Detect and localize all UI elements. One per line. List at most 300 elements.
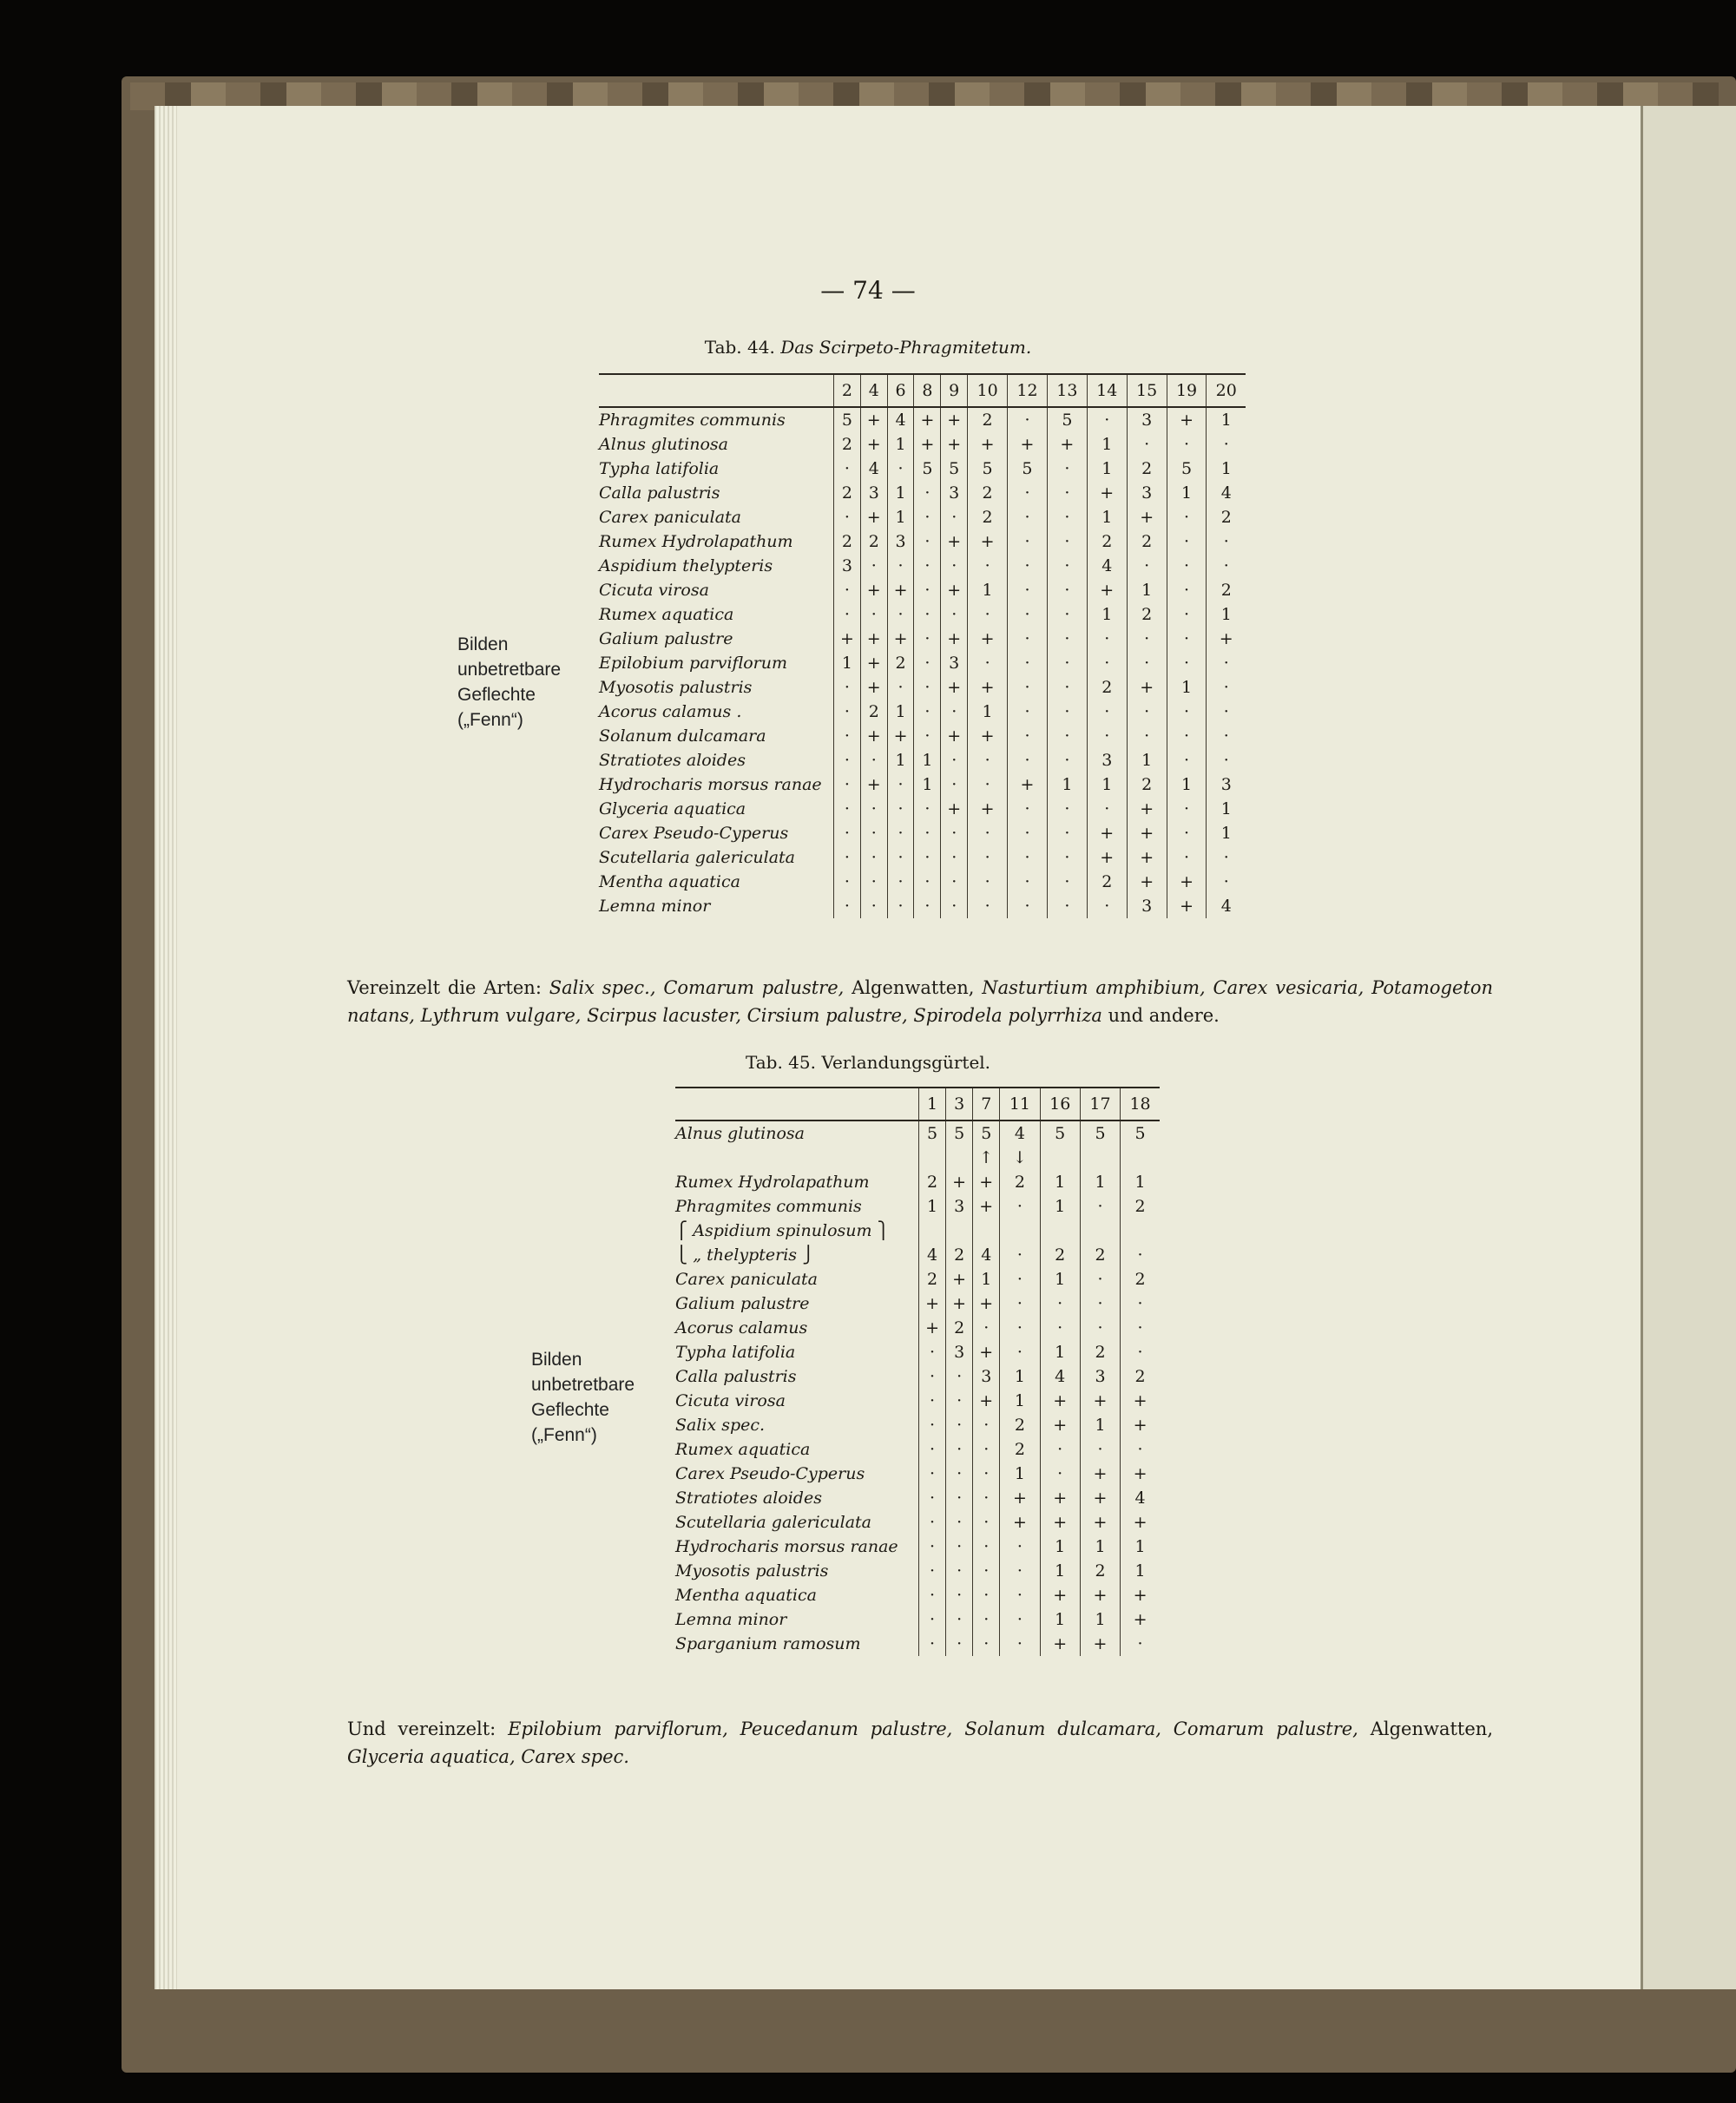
table-cell: + xyxy=(860,627,887,651)
table-cell: 1 xyxy=(1040,1194,1080,1219)
table-cell: · xyxy=(946,1462,973,1486)
species-name: Typha latifolia xyxy=(599,459,720,478)
species-name: ⎧ Aspidium spinulosum ⎫ xyxy=(675,1221,890,1240)
table-row xyxy=(675,1267,1160,1291)
table-cell: · xyxy=(1127,651,1167,675)
table-cell: 2 xyxy=(1087,870,1127,894)
table-cell: + xyxy=(941,675,968,700)
table-cell: · xyxy=(1000,1267,1040,1291)
table-cell xyxy=(946,1219,973,1243)
table-cell: 5 xyxy=(1047,407,1087,432)
species-name: Hydrocharis morsus ranae xyxy=(599,775,822,794)
table-cell xyxy=(919,1219,946,1243)
table-cell: + xyxy=(1167,894,1207,918)
table-cell: + xyxy=(1040,1583,1080,1607)
table-cell: · xyxy=(946,1510,973,1535)
table-cell: 2 xyxy=(1127,772,1167,797)
table-cell: · xyxy=(834,578,861,602)
table-cell: · xyxy=(914,554,941,578)
table-cell: + xyxy=(860,432,887,457)
table-cell: 5 xyxy=(1167,457,1207,481)
table-cell: 3 xyxy=(1127,481,1167,505)
table-cell: 1 xyxy=(1087,432,1127,457)
table-cell: · xyxy=(919,1486,946,1510)
table-cell: + xyxy=(1040,1632,1080,1656)
table-row xyxy=(599,407,1246,432)
table-cell: 2 xyxy=(968,505,1008,529)
table-cell: ↑ xyxy=(973,1146,1000,1170)
table-cell: · xyxy=(968,772,1008,797)
species-name: Phragmites communis xyxy=(599,411,786,430)
table-cell: 4 xyxy=(1121,1486,1160,1510)
species-name: Carex paniculata xyxy=(675,1270,818,1289)
table-cell: · xyxy=(1047,457,1087,481)
table-cell: · xyxy=(914,602,941,627)
table-row xyxy=(675,1364,1160,1389)
table-cell: · xyxy=(1047,870,1087,894)
side-label-line: unbetretbare xyxy=(457,660,562,680)
table-row xyxy=(675,1121,1160,1146)
table-cell: 1 xyxy=(887,748,914,772)
table-cell: · xyxy=(1121,1316,1160,1340)
table-cell: · xyxy=(1207,651,1246,675)
side-label-line: („Fenn“) xyxy=(531,1425,597,1445)
table-cell: · xyxy=(919,1364,946,1389)
table-cell: · xyxy=(1087,894,1127,918)
table-cell: + xyxy=(941,529,968,554)
table-row xyxy=(675,1632,1160,1656)
table-cell: 2 xyxy=(1121,1194,1160,1219)
species-name: Stratiotes aloides xyxy=(599,751,746,770)
table-row xyxy=(599,627,1246,651)
table-cell: + xyxy=(1121,1389,1160,1413)
table-cell: 1 xyxy=(1040,1267,1080,1291)
table-cell: · xyxy=(941,845,968,870)
tab44-side-label xyxy=(457,632,561,733)
table-cell: + xyxy=(1207,627,1246,651)
table-cell: · xyxy=(887,457,914,481)
species-name: Phragmites communis xyxy=(675,1197,862,1216)
note-lead: Und vereinzelt: xyxy=(347,1719,496,1739)
table-cell: 3 xyxy=(887,529,914,554)
table-cell: · xyxy=(1127,724,1167,748)
table-cell: 2 xyxy=(1087,529,1127,554)
table-cell: + xyxy=(1087,821,1127,845)
table-cell: + xyxy=(1121,1607,1160,1632)
table-cell: 1 xyxy=(1087,602,1127,627)
column-header: 10 xyxy=(968,374,1008,407)
tab45-note xyxy=(347,1715,1493,1771)
table-cell: · xyxy=(887,554,914,578)
table-cell: 1 xyxy=(914,772,941,797)
table-cell: + xyxy=(860,407,887,432)
table-cell: 1 xyxy=(1040,1559,1080,1583)
table-cell: · xyxy=(834,894,861,918)
table-cell: · xyxy=(946,1486,973,1510)
table-cell: · xyxy=(834,700,861,724)
table-cell: · xyxy=(968,602,1008,627)
table-cell: · xyxy=(1047,505,1087,529)
table-cell: · xyxy=(1047,554,1087,578)
table-cell: + xyxy=(946,1267,973,1291)
table-cell: · xyxy=(860,845,887,870)
table-cell: · xyxy=(946,1559,973,1583)
table-cell: · xyxy=(1167,797,1207,821)
table-cell: + xyxy=(919,1316,946,1340)
table-cell: · xyxy=(919,1632,946,1656)
table-cell: 1 xyxy=(834,651,861,675)
table-cell: · xyxy=(914,651,941,675)
table-cell: 1 xyxy=(1040,1607,1080,1632)
table-cell: + xyxy=(1040,1413,1080,1437)
table-cell: 5 xyxy=(946,1121,973,1146)
table-cell: · xyxy=(1008,602,1048,627)
table-cell: · xyxy=(968,845,1008,870)
table-cell: · xyxy=(1121,1291,1160,1316)
table-cell: 1 xyxy=(887,481,914,505)
table-cell: 2 xyxy=(1080,1559,1120,1583)
table-cell: 1 xyxy=(1207,797,1246,821)
table-cell: + xyxy=(919,1291,946,1316)
table-cell: 2 xyxy=(919,1170,946,1194)
table-cell: 1 xyxy=(1040,1535,1080,1559)
table-row xyxy=(599,675,1246,700)
table-row xyxy=(675,1583,1160,1607)
table-cell: · xyxy=(914,845,941,870)
table-cell: 1 xyxy=(973,1267,1000,1291)
table-cell: 1 xyxy=(1167,481,1207,505)
table-cell: · xyxy=(973,1559,1000,1583)
table-cell: · xyxy=(919,1389,946,1413)
table-row xyxy=(599,578,1246,602)
table-cell: · xyxy=(1087,724,1127,748)
table-cell: · xyxy=(946,1389,973,1413)
column-header: 12 xyxy=(1008,374,1048,407)
table-cell: · xyxy=(946,1437,973,1462)
species-name: Alnus glutinosa xyxy=(675,1124,806,1143)
table-cell: · xyxy=(1008,554,1048,578)
table-cell: · xyxy=(968,651,1008,675)
table-cell: · xyxy=(946,1583,973,1607)
table-cell: · xyxy=(1008,578,1048,602)
table-cell: · xyxy=(914,700,941,724)
column-header: 19 xyxy=(1167,374,1207,407)
table-cell: + xyxy=(914,432,941,457)
table-cell xyxy=(1080,1219,1120,1243)
table-cell: · xyxy=(1127,700,1167,724)
table-cell: · xyxy=(834,724,861,748)
table-cell: 4 xyxy=(919,1243,946,1267)
table-cell: 1 xyxy=(1207,457,1246,481)
table-cell: · xyxy=(887,602,914,627)
table-cell: · xyxy=(1167,748,1207,772)
side-label-line: Geflechte xyxy=(457,685,536,705)
table-row xyxy=(675,1219,1160,1243)
table-row xyxy=(675,1146,1160,1170)
table-cell: · xyxy=(919,1510,946,1535)
table-cell: + xyxy=(1167,870,1207,894)
column-header: 14 xyxy=(1087,374,1127,407)
table-row xyxy=(675,1437,1160,1462)
table-cell: · xyxy=(1047,675,1087,700)
table-cell: · xyxy=(919,1583,946,1607)
table-cell: 4 xyxy=(887,407,914,432)
table-cell: 1 xyxy=(1080,1607,1120,1632)
table-cell: · xyxy=(1008,700,1048,724)
table-cell: + xyxy=(860,724,887,748)
table-cell: · xyxy=(1167,821,1207,845)
species-name: Rumex aquatica xyxy=(599,605,734,624)
table-cell: · xyxy=(1008,627,1048,651)
table-cell: 3 xyxy=(860,481,887,505)
table-cell: + xyxy=(1080,1583,1120,1607)
species-name: Myosotis palustris xyxy=(599,678,753,697)
table-cell: 2 xyxy=(968,481,1008,505)
table-cell: · xyxy=(1000,1194,1040,1219)
column-header: 2 xyxy=(834,374,861,407)
species-name: Acorus calamus . xyxy=(599,702,742,721)
table-cell: + xyxy=(860,675,887,700)
table-row xyxy=(675,1535,1160,1559)
table-cell: 5 xyxy=(1080,1121,1120,1146)
table-cell: + xyxy=(1167,407,1207,432)
table-cell: · xyxy=(1008,821,1048,845)
table-cell: · xyxy=(914,724,941,748)
table-cell: 1 xyxy=(1087,505,1127,529)
table-cell: · xyxy=(973,1437,1000,1462)
table-cell: · xyxy=(1207,724,1246,748)
table-row xyxy=(675,1462,1160,1486)
species-name: Solanum dulcamara xyxy=(599,726,766,746)
table-row xyxy=(599,651,1246,675)
table-cell: · xyxy=(887,821,914,845)
table-cell: · xyxy=(1008,797,1048,821)
table-cell: · xyxy=(1047,700,1087,724)
table-cell: 2 xyxy=(1207,578,1246,602)
table-cell: + xyxy=(1000,1510,1040,1535)
table-cell: · xyxy=(834,797,861,821)
page-number: — 74 — xyxy=(820,276,916,305)
table-cell: · xyxy=(860,821,887,845)
table-row xyxy=(599,457,1246,481)
column-header: 15 xyxy=(1127,374,1167,407)
table-cell: 1 xyxy=(1167,675,1207,700)
column-header: 4 xyxy=(860,374,887,407)
table-cell: · xyxy=(946,1632,973,1656)
column-header: 17 xyxy=(1080,1088,1120,1121)
table-cell: + xyxy=(941,724,968,748)
table-cell: · xyxy=(1167,700,1207,724)
table-row xyxy=(599,845,1246,870)
table-cell: · xyxy=(1167,505,1207,529)
table-cell: + xyxy=(1047,432,1087,457)
species-name: Lemna minor xyxy=(675,1610,787,1629)
table-cell: · xyxy=(1008,724,1048,748)
table-cell: 4 xyxy=(1207,894,1246,918)
table-cell: 3 xyxy=(1207,772,1246,797)
table-cell xyxy=(1121,1219,1160,1243)
table-cell: 3 xyxy=(946,1340,973,1364)
table-cell: · xyxy=(914,894,941,918)
species-name: Mentha aquatica xyxy=(675,1586,817,1605)
table-row xyxy=(599,554,1246,578)
table-cell: + xyxy=(1040,1486,1080,1510)
table-row xyxy=(675,1486,1160,1510)
table-cell: 2 xyxy=(968,407,1008,432)
table-row xyxy=(599,432,1246,457)
note-mid: Algenwatten, xyxy=(852,977,975,998)
table-row xyxy=(599,797,1246,821)
table-cell: 2 xyxy=(1127,457,1167,481)
table-cell: 2 xyxy=(1121,1364,1160,1389)
table-cell: 5 xyxy=(914,457,941,481)
table-cell: 5 xyxy=(1040,1121,1080,1146)
side-label-line: („Fenn“) xyxy=(457,710,523,730)
table-cell: 2 xyxy=(1080,1243,1120,1267)
table-cell: + xyxy=(1127,845,1167,870)
species-name: ⎩ „ thelypteris ⎭ xyxy=(675,1245,815,1265)
table-row xyxy=(599,529,1246,554)
table-cell: 3 xyxy=(973,1364,1000,1389)
table-cell: 4 xyxy=(973,1243,1000,1267)
table-cell: 4 xyxy=(1087,554,1127,578)
table-cell: · xyxy=(1008,748,1048,772)
species-name: Galium palustre xyxy=(675,1294,810,1313)
table-cell: · xyxy=(941,700,968,724)
table-cell: 1 xyxy=(1000,1389,1040,1413)
species-name: Carex Pseudo-Cyperus xyxy=(599,824,789,843)
table-cell: · xyxy=(1047,894,1087,918)
table-cell: · xyxy=(1207,432,1246,457)
column-header: 6 xyxy=(887,374,914,407)
table-cell: · xyxy=(834,457,861,481)
table-cell xyxy=(919,1146,946,1170)
table-cell: · xyxy=(1000,1632,1040,1656)
table-cell: · xyxy=(1121,1340,1160,1364)
table-cell: 1 xyxy=(887,432,914,457)
table-cell: · xyxy=(914,481,941,505)
table-cell: · xyxy=(1040,1291,1080,1316)
table-cell: · xyxy=(1207,675,1246,700)
table-row xyxy=(599,894,1246,918)
tab44-table xyxy=(599,373,1246,918)
table-cell: · xyxy=(914,675,941,700)
table-cell: · xyxy=(968,870,1008,894)
table-cell: · xyxy=(919,1437,946,1462)
species-name: Rumex aquatica xyxy=(675,1440,811,1459)
table-cell: · xyxy=(1207,529,1246,554)
table-cell: · xyxy=(1000,1535,1040,1559)
table-cell: 3 xyxy=(946,1194,973,1219)
table-cell: 5 xyxy=(834,407,861,432)
table-cell: · xyxy=(1008,529,1048,554)
table-cell xyxy=(1080,1146,1120,1170)
table-cell: + xyxy=(1087,845,1127,870)
table-cell: · xyxy=(914,578,941,602)
table-cell: · xyxy=(834,602,861,627)
table-cell: · xyxy=(1167,845,1207,870)
side-label-line: unbetretbare xyxy=(531,1375,635,1395)
table-cell: · xyxy=(1000,1340,1040,1364)
table-cell: ↓ xyxy=(1000,1146,1040,1170)
table-cell: · xyxy=(1167,602,1207,627)
table-cell: · xyxy=(1047,578,1087,602)
table-cell: 2 xyxy=(1000,1413,1040,1437)
table-cell: · xyxy=(973,1413,1000,1437)
species-name: Carex paniculata xyxy=(599,508,741,527)
table-cell: · xyxy=(860,602,887,627)
table-cell: 2 xyxy=(887,651,914,675)
table-row xyxy=(675,1510,1160,1535)
table-cell: 3 xyxy=(941,481,968,505)
note-species: Nasturtium amphibium, Carex vesicaria, Potamogeton natans, Lythrum vulgare, Scirpus lacuster, Cirsium palustre, Spirodela polyrrhiza xyxy=(347,977,1494,1026)
table-cell: · xyxy=(1008,870,1048,894)
table-cell: · xyxy=(1167,432,1207,457)
table-cell: · xyxy=(1040,1437,1080,1462)
column-header: 9 xyxy=(941,374,968,407)
table-cell: · xyxy=(1040,1462,1080,1486)
species-name: Galium palustre xyxy=(599,629,733,648)
table-cell: · xyxy=(919,1413,946,1437)
table-cell: 5 xyxy=(941,457,968,481)
table-cell: 2 xyxy=(946,1316,973,1340)
table-cell: 1 xyxy=(1080,1413,1120,1437)
table-cell: 1 xyxy=(1000,1364,1040,1389)
table-cell: 2 xyxy=(919,1267,946,1291)
species-name: Lemna minor xyxy=(599,897,711,916)
species-name: Hydrocharis morsus ranae xyxy=(675,1537,898,1556)
table-cell: + xyxy=(1121,1413,1160,1437)
species-name: Myosotis palustris xyxy=(675,1561,829,1581)
table-cell: · xyxy=(1127,627,1167,651)
species-name: Stratiotes aloides xyxy=(675,1489,822,1508)
table-row xyxy=(675,1559,1160,1583)
table-cell: · xyxy=(1207,700,1246,724)
table-cell: · xyxy=(973,1486,1000,1510)
table-cell: · xyxy=(1167,578,1207,602)
species-name: Calla palustris xyxy=(599,483,720,503)
table-cell: 1 xyxy=(1047,772,1087,797)
table-cell: · xyxy=(919,1559,946,1583)
species-name: Calla palustris xyxy=(675,1367,797,1386)
table-cell: · xyxy=(1008,845,1048,870)
table-cell: + xyxy=(1127,821,1167,845)
table-cell: + xyxy=(941,432,968,457)
table-cell: 1 xyxy=(1040,1340,1080,1364)
table-cell: · xyxy=(914,529,941,554)
table-cell: · xyxy=(1087,651,1127,675)
table-row xyxy=(599,505,1246,529)
table-cell: · xyxy=(1047,481,1087,505)
table-cell: + xyxy=(1080,1486,1120,1510)
table-row xyxy=(675,1243,1160,1267)
table-cell: · xyxy=(1207,554,1246,578)
table-cell: · xyxy=(834,505,861,529)
table-cell: 1 xyxy=(1080,1535,1120,1559)
species-name: Carex Pseudo-Cyperus xyxy=(675,1464,865,1483)
table-cell: 2 xyxy=(1127,602,1167,627)
table-cell: + xyxy=(1127,505,1167,529)
table-cell: · xyxy=(834,845,861,870)
table-cell: 1 xyxy=(1080,1170,1120,1194)
table-cell: 2 xyxy=(1040,1243,1080,1267)
table-cell: 2 xyxy=(834,432,861,457)
table-cell: · xyxy=(1008,505,1048,529)
table-cell: · xyxy=(914,627,941,651)
table-row xyxy=(675,1413,1160,1437)
table-cell: · xyxy=(1047,724,1087,748)
table-cell: · xyxy=(1000,1243,1040,1267)
